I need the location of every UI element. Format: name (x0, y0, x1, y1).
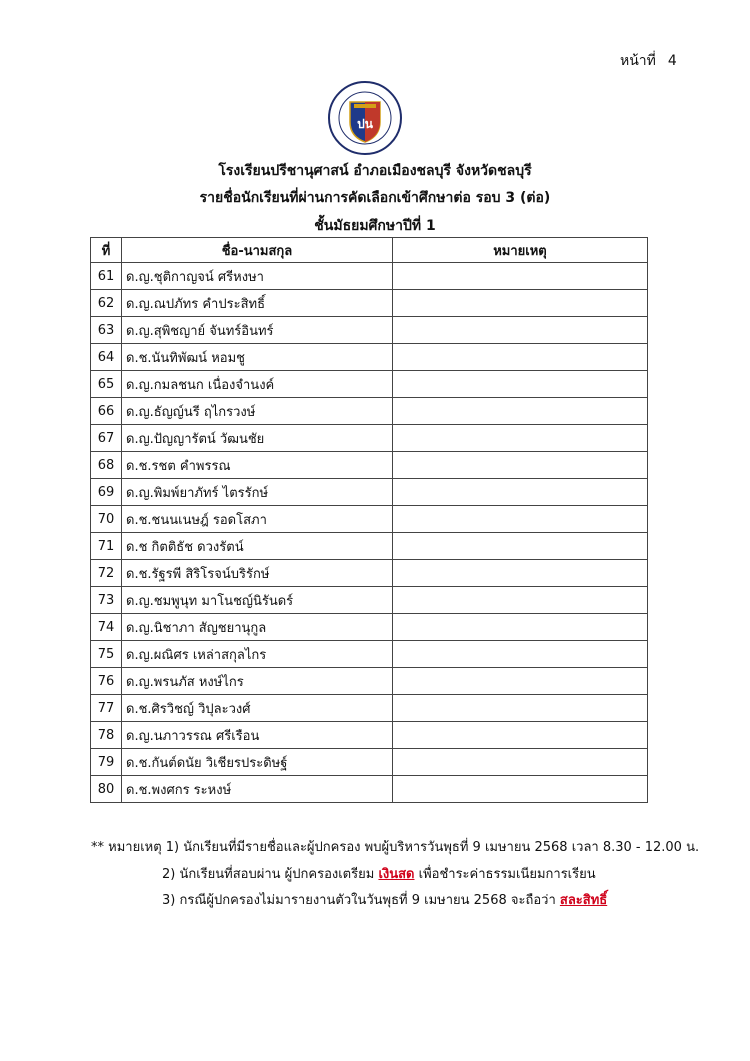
cell-remark (393, 425, 648, 452)
student-table (90, 237, 648, 803)
table-row (91, 641, 648, 668)
table-row (91, 614, 648, 641)
cell-no: 66 (91, 398, 122, 425)
school-heading: โรงเรียนปรีชานุศาสน์ อำภอเมืองชลบุรี จังหวัดชลบุรี (218, 163, 532, 179)
cell-name: ด.ช.รัฐรพี สิริโรจน์บริรักษ์ (122, 560, 393, 587)
cell-remark (393, 695, 648, 722)
cell-no: 62 (91, 290, 122, 317)
note-2-text: 2) นักเรียนที่สอบผ่าน ผู้ปกครองเตรียม (162, 867, 379, 882)
cell-no: 76 (91, 668, 122, 695)
cell-name: ด.ญ.นิชาภา สัญชยานุกูล (122, 614, 393, 641)
cell-name: ด.ญ.สุพิชญาย์ จันทร์อินทร์ (122, 317, 393, 344)
header-remark: หมายเหตุ (393, 238, 648, 263)
cell-name: ด.ช.ศิรวิชญ์ วิปุละวงศ์ (122, 695, 393, 722)
cell-no: 68 (91, 452, 122, 479)
table-row (91, 452, 648, 479)
cell-name: ด.ญ.กมลชนก เนื่องจำนงค์ (122, 371, 393, 398)
note-2 (162, 863, 596, 884)
cell-name: ด.ญ.ผณิศร เหล่าสกุลไกร (122, 641, 393, 668)
logo-monogram: ปน (357, 117, 373, 131)
note-2-text-after: เพื่อชำระค่าธรรมเนียมการเรียน (414, 867, 596, 882)
header-name: ชื่อ-นามสกุล (122, 238, 393, 263)
cell-remark (393, 344, 648, 371)
cell-name: ด.ญ.พรนภัส หงษ์ไกร (122, 668, 393, 695)
document-title: รายชื่อนักเรียนที่ผ่านการคัดเลือกเข้าศึกษาต่อ รอบ 3 (ต่อ) (199, 190, 551, 206)
cell-no: 73 (91, 587, 122, 614)
cell-remark (393, 533, 648, 560)
school-logo (327, 80, 403, 156)
cell-remark (393, 371, 648, 398)
table-row (91, 317, 648, 344)
cell-no: 64 (91, 344, 122, 371)
cell-remark (393, 614, 648, 641)
cell-remark (393, 317, 648, 344)
header-no: ที่ (91, 238, 122, 263)
cell-remark (393, 722, 648, 749)
table-row (91, 371, 648, 398)
cell-name: ด.ช.ชนนเนษฎ์ รอดโสภา (122, 506, 393, 533)
cell-remark (393, 263, 648, 290)
cell-remark (393, 452, 648, 479)
page-number (620, 50, 677, 72)
cell-no: 67 (91, 425, 122, 452)
table-row (91, 479, 648, 506)
cell-no: 63 (91, 317, 122, 344)
table-row (91, 425, 648, 452)
table-row (91, 560, 648, 587)
cell-remark (393, 479, 648, 506)
cell-no: 78 (91, 722, 122, 749)
cell-name: ด.ช.รชต คำพรรณ (122, 452, 393, 479)
cell-name: ด.ญ.พิมพ์ยาภัทร์ ไตรรักษ์ (122, 479, 393, 506)
cell-name: ด.ญ.ปัญญารัตน์ วัฒนชัย (122, 425, 393, 452)
page-number-label: หน้าที่ (620, 53, 656, 69)
cell-remark (393, 506, 648, 533)
cell-remark (393, 290, 648, 317)
grade-level: ชั้นมัธยมศึกษาปีที่ 1 (314, 218, 436, 234)
table-row (91, 749, 648, 776)
cell-no: 80 (91, 776, 122, 803)
table-row (91, 398, 648, 425)
cell-no: 71 (91, 533, 122, 560)
table-row (91, 668, 648, 695)
cell-no: 72 (91, 560, 122, 587)
cell-name: ด.ช.นันทิพัฒน์ หอมชู (122, 344, 393, 371)
cell-no: 70 (91, 506, 122, 533)
note-2-emphasis: เงินสด (378, 867, 415, 882)
cell-no: 75 (91, 641, 122, 668)
cell-remark (393, 668, 648, 695)
table-row (91, 776, 648, 803)
note-3 (162, 889, 607, 910)
cell-name: ด.ช กิตติธัช ดวงรัตน์ (122, 533, 393, 560)
cell-name: ด.ญ.ณปภัทร คำประสิทธิ์ (122, 290, 393, 317)
cell-name: ด.ญ.ธัญญ์นรี ฤไกรวงษ์ (122, 398, 393, 425)
table-header-row (91, 238, 648, 263)
cell-no: 77 (91, 695, 122, 722)
table-row (91, 506, 648, 533)
cell-remark (393, 398, 648, 425)
cell-no: 79 (91, 749, 122, 776)
cell-remark (393, 560, 648, 587)
table-row (91, 533, 648, 560)
table-row (91, 290, 648, 317)
cell-remark (393, 641, 648, 668)
cell-remark (393, 749, 648, 776)
cell-no: 65 (91, 371, 122, 398)
cell-remark (393, 587, 648, 614)
note-1: ** หมายเหตุ 1) นักเรียนที่มีรายชื่อและผู้ปกครอง พบผู้บริหารวันพุธที่ 9 เมษายน 2568 เวลา 8.30 - 12.00 น. (91, 840, 700, 855)
note-3-text: 3) กรณีผู้ปกครองไม่มารายงานตัวในวันพุธที่ 9 เมษายน 2568 จะถือว่า (162, 893, 560, 908)
cell-no: 61 (91, 263, 122, 290)
cell-name: ด.ช.กันต์ดนัย วิเชียรประดิษฐ์ (122, 749, 393, 776)
table-row (91, 344, 648, 371)
table-row (91, 263, 648, 290)
cell-name: ด.ญ.นภาวรรณ ศรีเรือน (122, 722, 393, 749)
table-row (91, 695, 648, 722)
cell-no: 74 (91, 614, 122, 641)
page-number-value: 4 (667, 53, 677, 69)
cell-no: 69 (91, 479, 122, 506)
table-row (91, 722, 648, 749)
cell-remark (393, 776, 648, 803)
cell-name: ด.ญ.ชุติกาญจน์ ศรีหงษา (122, 263, 393, 290)
table-row (91, 587, 648, 614)
note-3-emphasis: สละสิทธิ์ (559, 893, 608, 908)
cell-name: ด.ช.พงศกร ระหงษ์ (122, 776, 393, 803)
cell-name: ด.ญ.ชมพูนุท มาโนชญ์นิรันดร์ (122, 587, 393, 614)
